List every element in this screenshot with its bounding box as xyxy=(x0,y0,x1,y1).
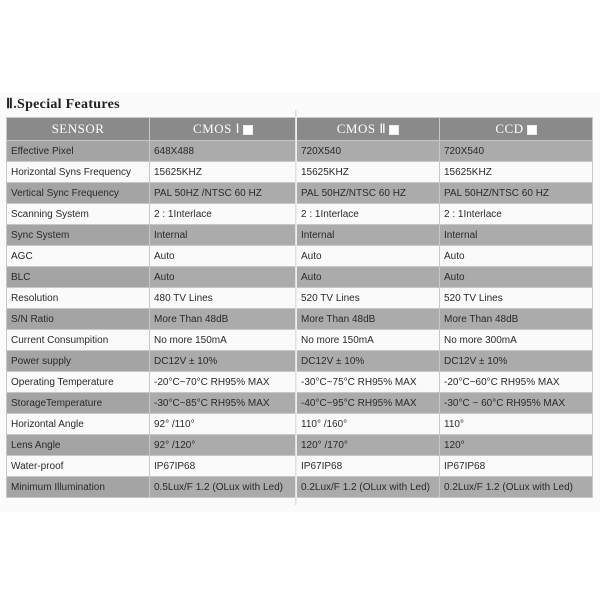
cell-cmos2: IP67IP68 xyxy=(297,456,440,477)
table-row xyxy=(7,351,593,372)
square-mark xyxy=(243,125,253,135)
cell-cmos1: Internal xyxy=(150,225,297,246)
cell-cmos2: 2 : 1Interlace xyxy=(297,204,440,225)
table-row xyxy=(7,456,593,477)
cell-cmos1: No more 150mA xyxy=(150,330,297,351)
cell-ccd: IP67IP68 xyxy=(440,456,593,477)
cell-cmos1: IP67IP68 xyxy=(150,456,297,477)
header-cmos2: CMOS Ⅱ xyxy=(297,118,440,141)
cell-cmos2: 110° /160° xyxy=(297,414,440,435)
cell-cmos2: DC12V ± 10% xyxy=(297,351,440,372)
cell-cmos2: 720X540 xyxy=(297,141,440,162)
cell-ccd: 120° xyxy=(440,435,593,456)
cell-cmos2: 15625KHZ xyxy=(297,162,440,183)
cell-ccd: Internal xyxy=(440,225,593,246)
cell-cmos1: PAL 50HZ /NTSC 60 HZ xyxy=(150,183,297,204)
cell-ccd: DC12V ± 10% xyxy=(440,351,593,372)
cell-cmos2: 0.2Lux/F 1.2 (OLux with Led) xyxy=(297,477,440,498)
row-label: BLC xyxy=(7,267,150,288)
cell-ccd: More Than 48dB xyxy=(440,309,593,330)
cell-cmos1: -20°C~70°C RH95% MAX xyxy=(150,372,297,393)
cell-ccd: -30°C ~ 60°C RH95% MAX xyxy=(440,393,593,414)
cell-cmos2: -40°C~95°C RH95% MAX xyxy=(297,393,440,414)
table-row xyxy=(7,162,593,183)
cell-cmos2: Auto xyxy=(297,267,440,288)
cell-cmos1: 92° /120° xyxy=(150,435,297,456)
cell-cmos1: DC12V ± 10% xyxy=(150,351,297,372)
table-row xyxy=(7,267,593,288)
cell-cmos2: 120° /170° xyxy=(297,435,440,456)
row-label: Scanning System xyxy=(7,204,150,225)
row-label: Current Consumpition xyxy=(7,330,150,351)
cell-cmos1: 0.5Lux/F 1.2 (OLux with Led) xyxy=(150,477,297,498)
cell-cmos2: Auto xyxy=(297,246,440,267)
cell-ccd: No more 300mA xyxy=(440,330,593,351)
cell-cmos2: More Than 48dB xyxy=(297,309,440,330)
cell-ccd: 720X540 xyxy=(440,141,593,162)
row-label: Minimum Illumination xyxy=(7,477,150,498)
row-label: Effective Pixel xyxy=(7,141,150,162)
cell-ccd: 520 TV Lines xyxy=(440,288,593,309)
row-label: Lens Angle xyxy=(7,435,150,456)
spec-table xyxy=(6,117,593,498)
row-label: Sync System xyxy=(7,225,150,246)
table-row xyxy=(7,288,593,309)
cell-cmos2: PAL 50HZ/NTSC 60 HZ xyxy=(297,183,440,204)
table-row xyxy=(7,141,593,162)
cell-ccd: 110° xyxy=(440,414,593,435)
row-label: AGC xyxy=(7,246,150,267)
table-row xyxy=(7,204,593,225)
row-label: Water-proof xyxy=(7,456,150,477)
cell-cmos2: Internal xyxy=(297,225,440,246)
cell-cmos1: 15625KHZ xyxy=(150,162,297,183)
row-label: Horizontal Angle xyxy=(7,414,150,435)
square-mark xyxy=(527,125,537,135)
cell-cmos1: More Than 48dB xyxy=(150,309,297,330)
cell-cmos1: 648X488 xyxy=(150,141,297,162)
table-row xyxy=(7,477,593,498)
header-cmos1: CMOS Ⅰ xyxy=(150,118,297,141)
table-row xyxy=(7,393,593,414)
cell-cmos2: 520 TV Lines xyxy=(297,288,440,309)
header-ccd: CCD xyxy=(440,118,593,141)
table-row xyxy=(7,183,593,204)
cell-ccd: -20°C~60°C RH95% MAX xyxy=(440,372,593,393)
cell-ccd: 15625KHZ xyxy=(440,162,593,183)
section-title: Ⅱ.Special Features xyxy=(6,97,120,112)
row-label: StorageTemperature xyxy=(7,393,150,414)
cell-ccd: Auto xyxy=(440,246,593,267)
cell-ccd: PAL 50HZ/NTSC 60 HZ xyxy=(440,183,593,204)
row-label: Resolution xyxy=(7,288,150,309)
table-row xyxy=(7,372,593,393)
row-label: S/N Ratio xyxy=(7,309,150,330)
row-label: Operating Temperature xyxy=(7,372,150,393)
cell-cmos1: 2 : 1Interlace xyxy=(150,204,297,225)
cell-ccd: Auto xyxy=(440,267,593,288)
cell-ccd: 0.2Lux/F 1.2 (OLux with Led) xyxy=(440,477,593,498)
table-row xyxy=(7,435,593,456)
row-label: Horizontal Syns Frequency xyxy=(7,162,150,183)
row-label: Power supply xyxy=(7,351,150,372)
cell-cmos2: No more 150mA xyxy=(297,330,440,351)
cell-cmos2: -30°C~75°C RH95% MAX xyxy=(297,372,440,393)
page-fold xyxy=(295,110,297,505)
header-sensor: SENSOR xyxy=(7,118,150,141)
cell-cmos1: Auto xyxy=(150,267,297,288)
row-label: Vertical Sync Frequency xyxy=(7,183,150,204)
table-row xyxy=(7,414,593,435)
cell-cmos1: -30°C~85°C RH95% MAX xyxy=(150,393,297,414)
cell-cmos1: 480 TV Lines xyxy=(150,288,297,309)
cell-ccd: 2 : 1Interlace xyxy=(440,204,593,225)
table-row xyxy=(7,246,593,267)
table-row xyxy=(7,309,593,330)
cell-cmos1: Auto xyxy=(150,246,297,267)
square-mark xyxy=(389,125,399,135)
cell-cmos1: 92° /110° xyxy=(150,414,297,435)
table-row xyxy=(7,330,593,351)
table-row xyxy=(7,225,593,246)
table-header-row xyxy=(7,118,593,141)
